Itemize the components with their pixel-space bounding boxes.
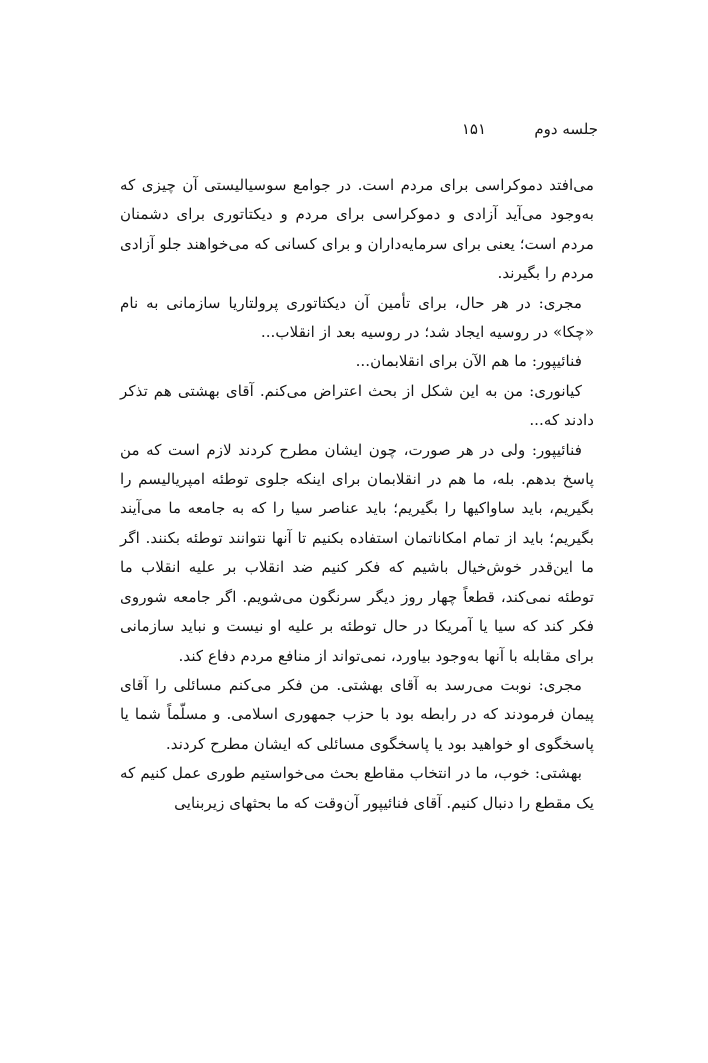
paragraph-text: نوبت می‌رسد به آقای بهشتی. من فکر می‌کنم مسائلی را آقای پیمان فرمودند که در رابطه بود با حزب جمهوری اسلامی. و مسلّماً شما یا پاسخگوی او خواهید بود یا پاسخگوی مسائلی که ایشان مطرح کردند. xyxy=(120,675,594,753)
paragraph-text: در هر حال، برای تأمین آن دیکتاتوری پرولتاریا سازمانی به نام «چکا» در روسیه ایجاد شد؛ در روسیه بعد از انقلاب... xyxy=(120,293,594,342)
speaker-name: فنائیپور: xyxy=(531,440,582,459)
speaker-name: بهشتی: xyxy=(534,764,582,783)
paragraph-text: ولی در هر صورت، چون ایشان مطرح کردند لازم است که من پاسخ بدهم. بله، ما هم در انقلابمان برای اینکه جلوی توطئه امپریالیسم را بگیریم، باید ساواکیها را بگیریم؛ باید عناصر سیا را که به جامعه ما می‌آیند بگیریم؛ باید از تمام امکاناتمان استفاده بکنیم تا آنها نتوانند توطئه بکنند. اگر ما این‌قدر خوش‌خیال باشیم که فکر کنیم ضد انقلاب بر علیه انقلاب ما توطئه نمی‌کند، قطعاً چهار روز دیگر سرنگون می‌شویم. اگر جامعه شوروی فکر کند که سیا یا آمریکا در حال توطئه بر علیه او نیست و نباید سازمانی برای مقابله با آنها به‌وجود بیاورد، نمی‌تواند از منافع مردم دفاع کند. xyxy=(120,440,594,665)
paragraph xyxy=(120,436,594,671)
paragraph xyxy=(120,671,594,759)
paragraph xyxy=(120,759,594,818)
paragraph-text: من به این شکل از بحث اعتراض می‌کنم. آقای بهشتی هم تذکر دادند که... xyxy=(120,381,594,430)
paragraph xyxy=(120,289,594,348)
paragraph-text: ما هم الآن برای انقلابمان... xyxy=(355,352,532,371)
body-text xyxy=(120,171,594,818)
paragraph-text: خوب، ما در انتخاب مقاطع بحث می‌خواستیم طوری عمل کنیم که یک مقطع را دنبال کنیم. آقای فنائیپور آن‌وقت که ما بحثهای زیربنایی xyxy=(120,764,594,812)
speaker-name: مجری: xyxy=(538,293,582,312)
speaker-name: مجری: xyxy=(538,675,582,694)
paragraph xyxy=(120,377,594,436)
page-number: ۱۵۱ xyxy=(461,120,486,138)
page-header xyxy=(118,120,598,144)
paragraph xyxy=(120,171,594,289)
running-title: جلسه دوم xyxy=(534,120,598,138)
speaker-name: فنائیپور: xyxy=(531,352,582,371)
paragraph-text: می‌افتد دموکراسی برای مردم است. در جوامع سوسیالیستی آن چیزی که به‌وجود می‌آید آزادی و دموکراسی برای مردم و دیکتاتوری برای دشمنان مردم است؛ یعنی برای سرمایه‌داران و برای کسانی که می‌خواهند جلو آزادی مردم را بگیرند. xyxy=(120,176,594,283)
speaker-name: کیانوری: xyxy=(529,381,582,400)
paragraph xyxy=(120,347,594,376)
